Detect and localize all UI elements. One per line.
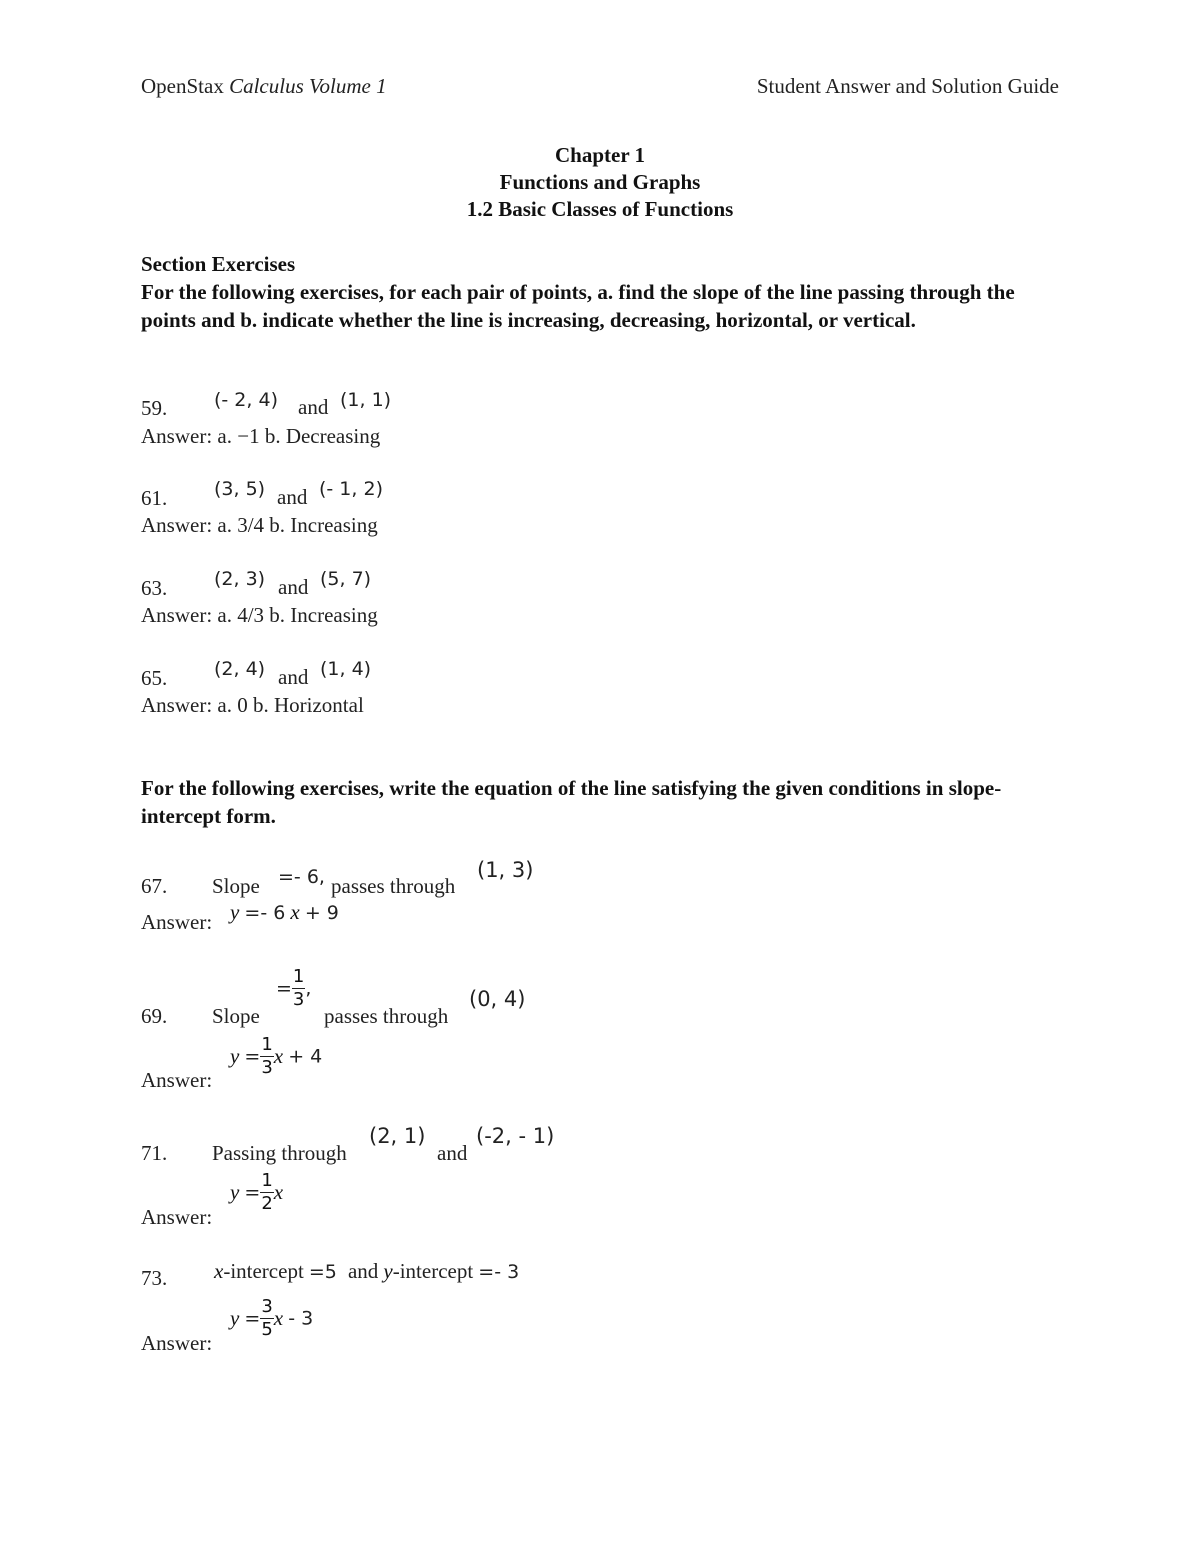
fraction [260,1296,273,1341]
answer-label: Answer: [141,910,213,934]
answer-equation [230,1034,322,1079]
fraction [260,1034,273,1079]
and-text: and [347,1259,379,1283]
comma: , [305,977,312,1000]
point-2: (-2, - 1) [476,1124,555,1148]
exercise-number: 61. [141,486,168,510]
chapter-title-block [0,142,1200,223]
and-text: and [437,1141,468,1165]
fraction [260,1170,273,1215]
equals-sign: = [276,977,292,1000]
equals-sign: = [244,1045,261,1068]
answer: Answer: a. −1 b. Decreasing [141,424,381,448]
passes-through-text: passes through [324,1004,449,1028]
numerator: 1 [261,1170,273,1191]
exercise-number: 73. [141,1266,168,1290]
chapter-number: Chapter 1 [554,143,646,167]
denominator: 5 [261,1319,273,1340]
numerator: 1 [292,966,305,987]
and-text: and [278,575,309,599]
var-y: y [383,1259,393,1283]
slope-fraction [276,966,311,1011]
slope-label: Slope [212,1004,260,1028]
slope-label: Slope [212,874,260,898]
y-intercept-value: =- 3 [478,1261,520,1283]
var-x: x [214,1259,224,1283]
equation-part: - 3 [288,1307,314,1330]
instructions-slope-intercept: For the following exercises, write the equation of the line satisfying the given conditions in slope-intercept form. [141,776,1002,828]
equation-part: + 9 [304,902,339,924]
equation-part: + 4 [288,1045,323,1068]
var-y: y [230,900,240,924]
exercise-number: 69. [141,1004,168,1028]
point-2: (- 1, 2) [319,478,383,500]
point-1: (- 2, 4) [214,389,278,411]
answer: Answer: a. 0 b. Horizontal [141,693,364,717]
fraction [292,966,305,1011]
exercise-number: 71. [141,1141,168,1165]
numerator: 3 [261,1296,273,1317]
denominator: 3 [292,989,305,1010]
passing-through-text: Passing through [212,1141,347,1165]
section-heading: Section Exercises [141,252,296,276]
point-2: (1, 4) [320,658,372,680]
header-source: OpenStax [141,74,230,98]
and-text: and [277,485,308,509]
point-1: (2, 1) [369,1124,426,1148]
var-x: x [273,1306,284,1330]
var-x: x [273,1180,284,1204]
slope-value: =- 6, [278,866,325,888]
denominator: 2 [261,1193,273,1214]
equals-sign: = [244,1307,261,1330]
answer-equation [230,1170,283,1215]
and-text: and [278,665,309,689]
and-text: and [298,395,329,419]
point-1: (3, 5) [214,478,266,500]
point-2: (5, 7) [320,568,372,590]
point-2: (1, 1) [340,389,392,411]
answer-equation [230,900,339,925]
point-1: (2, 4) [214,658,266,680]
chapter-name: Functions and Graphs [499,170,701,194]
exercise-number: 67. [141,874,168,898]
var-y: y [230,1044,240,1068]
answer-label: Answer: [141,1331,213,1355]
numerator: 1 [261,1034,273,1055]
equation-part: =- 6 [244,902,286,924]
section-title: 1.2 Basic Classes of Functions [466,197,734,221]
var-y: y [230,1306,240,1330]
x-intercept-label: -intercept [223,1259,304,1283]
answer: Answer: a. 4/3 b. Increasing [141,603,378,627]
answer-equation [230,1296,313,1341]
header-book-title: Calculus Volume 1 [229,74,387,98]
exercise-number: 63. [141,576,168,600]
point: (1, 3) [477,858,534,882]
var-y: y [230,1180,240,1204]
point: (0, 4) [469,987,526,1011]
passes-through-text: passes through [331,874,456,898]
running-header-left [141,74,387,99]
var-x: x [273,1044,284,1068]
denominator: 3 [261,1057,273,1078]
var-x: x [290,900,300,924]
y-intercept-label: -intercept [392,1259,474,1283]
answer-label: Answer: [141,1068,213,1092]
intercept-conditions [214,1259,519,1284]
exercise-number: 59. [141,396,168,420]
exercise-number: 65. [141,666,168,690]
answer-label: Answer: [141,1205,213,1229]
x-intercept-value: =5 [308,1261,337,1283]
equals-sign: = [244,1181,261,1204]
answer: Answer: a. 3/4 b. Increasing [141,513,378,537]
running-header-right: Student Answer and Solution Guide [756,74,1059,98]
instructions-slope: For the following exercises, for each pair of points, a. find the slope of the line passing through the points and b. indicate whether the line is increasing, decreasing, horizontal, or vertical. [141,280,1015,332]
point-1: (2, 3) [214,568,266,590]
